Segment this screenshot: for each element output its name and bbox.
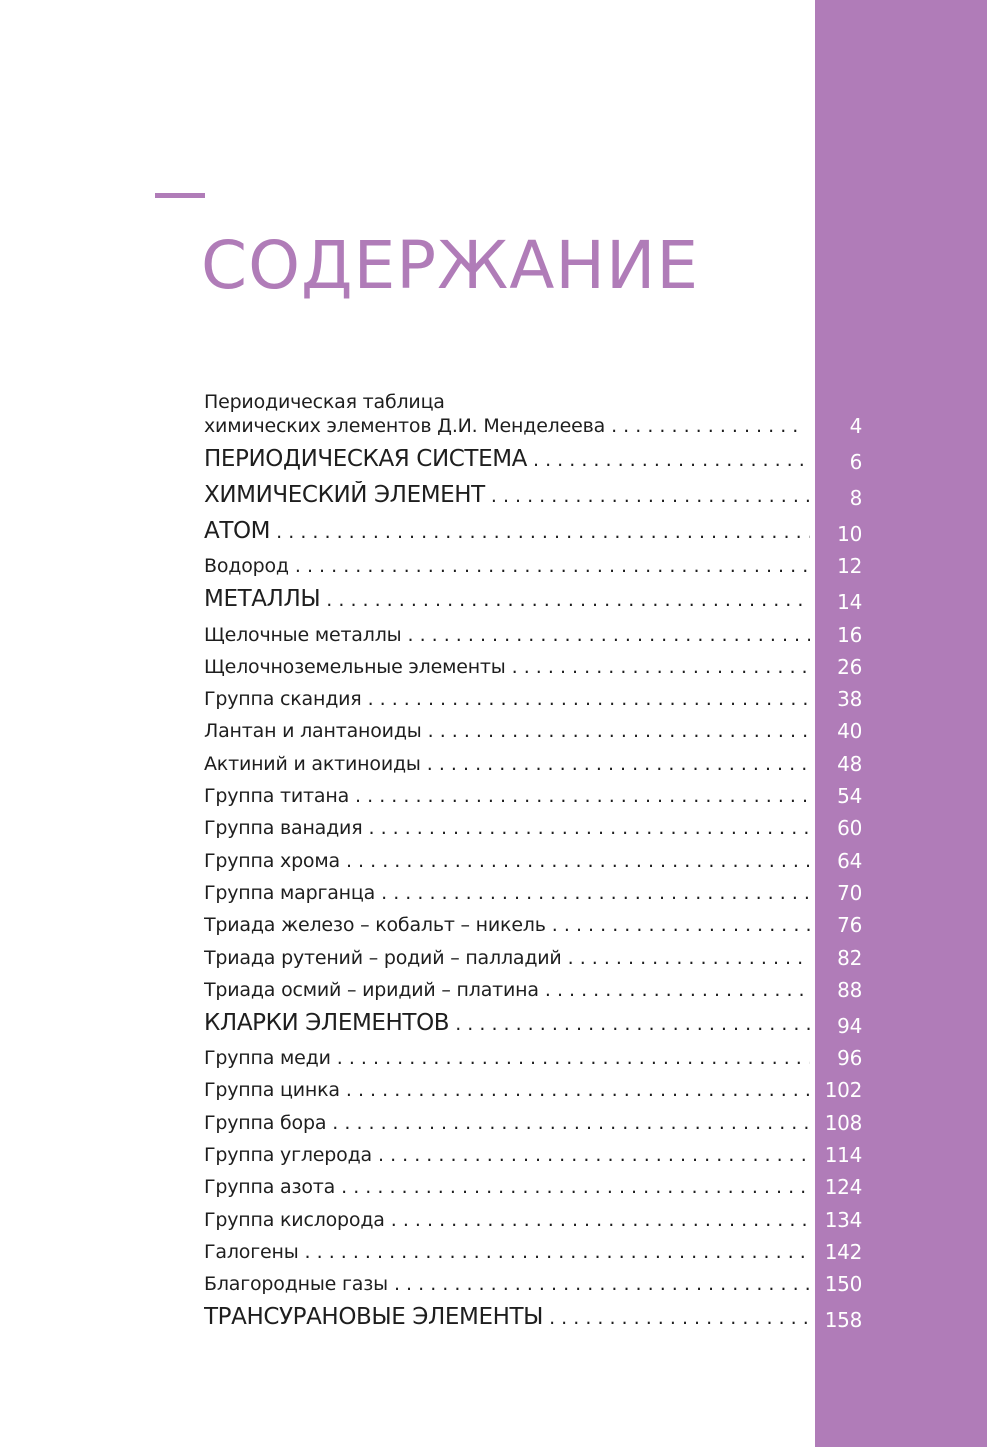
toc-entry[interactable] bbox=[204, 715, 862, 747]
toc-page-number: 114 bbox=[824, 1143, 862, 1168]
toc-entry-title bbox=[204, 978, 810, 1002]
toc-page-number: 134 bbox=[824, 1207, 862, 1232]
toc-entry[interactable] bbox=[204, 618, 862, 650]
toc-entry-title bbox=[204, 1046, 810, 1070]
toc-page-number: 54 bbox=[837, 784, 862, 809]
toc-entry-title bbox=[204, 655, 810, 679]
toc-entry-title-text: химических элементов Д.И. Менделеева bbox=[204, 415, 606, 437]
toc-entry[interactable] bbox=[204, 941, 862, 973]
toc-entry-title-text: Галогены bbox=[204, 1240, 299, 1263]
toc-entry-title-text: КЛАРКИ ЭЛЕМЕНТОВ bbox=[204, 1009, 450, 1036]
toc-entry-title-text: АТОМ bbox=[204, 518, 271, 544]
toc-page-number: 60 bbox=[837, 816, 862, 841]
toc-entry[interactable] bbox=[204, 747, 862, 779]
toc-entry-title bbox=[204, 1143, 810, 1167]
toc-entry[interactable] bbox=[204, 651, 862, 683]
toc-entry[interactable] bbox=[204, 1139, 862, 1171]
toc-entry-title bbox=[204, 1175, 810, 1199]
toc-entry-title-text: ХИМИЧЕСКИЙ ЭЛЕМЕНТ bbox=[204, 482, 485, 508]
toc-entry[interactable] bbox=[204, 1074, 862, 1106]
toc-entry-title-text: Благородные газы bbox=[204, 1273, 388, 1296]
toc-entry[interactable] bbox=[204, 909, 862, 941]
toc-entry-title-text: Щелочноземельные элементы bbox=[204, 655, 506, 678]
toc-entry[interactable] bbox=[204, 1268, 862, 1300]
toc-entry[interactable] bbox=[204, 1106, 862, 1138]
toc-entry-title bbox=[204, 1009, 810, 1038]
toc-page-number: 108 bbox=[824, 1110, 862, 1135]
toc-entry[interactable] bbox=[204, 1171, 862, 1203]
toc-entry[interactable] bbox=[204, 780, 862, 812]
toc-entry[interactable] bbox=[204, 1042, 862, 1074]
toc-entry-title-text: Группа бора bbox=[204, 1111, 327, 1134]
toc-entry-title-text: Триада осмий – иридий – платина bbox=[204, 978, 539, 1001]
toc-entry-title bbox=[204, 1111, 810, 1135]
toc-page-number: 38 bbox=[837, 687, 862, 712]
toc-entry-title-text: Группа хрома bbox=[204, 849, 340, 872]
toc-entry[interactable] bbox=[204, 550, 862, 582]
toc-entry[interactable] bbox=[204, 683, 862, 715]
toc-page-number: 150 bbox=[824, 1272, 862, 1297]
toc-page-number: 142 bbox=[824, 1239, 862, 1264]
toc-entry-title bbox=[204, 390, 810, 438]
toc-entry[interactable] bbox=[204, 514, 862, 550]
toc-entry-title-text: Группа меди bbox=[204, 1047, 331, 1070]
toc-entry-title bbox=[204, 1272, 810, 1296]
title-accent-bar bbox=[155, 193, 205, 198]
toc-entry-title bbox=[204, 585, 810, 614]
toc-entry-title-line1: Периодическая таблица bbox=[204, 391, 445, 413]
toc-entry-title bbox=[204, 1303, 810, 1332]
toc-entry-title-text: Группа азота bbox=[204, 1176, 336, 1199]
toc-entry-title-text: Группа ванадия bbox=[204, 817, 363, 840]
toc-entry-title-text: Лантан и лантаноиды bbox=[204, 720, 422, 743]
toc-entry-title-text: Группа углерода bbox=[204, 1144, 372, 1167]
toc-entry-title bbox=[204, 946, 810, 970]
toc-entry-title-text: Щелочные металлы bbox=[204, 623, 402, 646]
toc-entry-title-text: Группа скандия bbox=[204, 688, 362, 711]
toc-entry[interactable] bbox=[204, 384, 862, 442]
toc-entry-title bbox=[204, 481, 810, 510]
toc-page-number: 82 bbox=[837, 945, 862, 970]
toc-entry[interactable] bbox=[204, 812, 862, 844]
toc-page-number: 94 bbox=[837, 1013, 862, 1038]
toc-page-number: 26 bbox=[837, 654, 862, 679]
toc-entry-title-text: Группа титана bbox=[204, 785, 350, 808]
toc-page-number: 124 bbox=[824, 1175, 862, 1200]
toc-entry-title-text: Группа цинка bbox=[204, 1079, 340, 1102]
toc-entry[interactable] bbox=[204, 478, 862, 514]
page-title: СОДЕРЖАНИЕ bbox=[201, 227, 700, 304]
toc-entry[interactable] bbox=[204, 974, 862, 1006]
toc-page-number: 158 bbox=[824, 1308, 862, 1333]
toc-entry[interactable] bbox=[204, 1236, 862, 1268]
toc-page-number: 88 bbox=[837, 977, 862, 1002]
toc-entry-title bbox=[204, 623, 810, 647]
toc-entry-title bbox=[204, 881, 810, 905]
toc-page-number: 10 bbox=[837, 522, 862, 546]
toc-page-number: 6 bbox=[849, 450, 862, 474]
toc-entry-title-text: ТРАНСУРАНОВЫЕ ЭЛЕМЕНТЫ bbox=[204, 1304, 544, 1331]
toc-entry-title bbox=[204, 445, 810, 474]
toc-page-number: 96 bbox=[837, 1046, 862, 1071]
toc-entry-title bbox=[204, 687, 810, 711]
toc-entry[interactable] bbox=[204, 1203, 862, 1235]
toc-entry-title bbox=[204, 1078, 810, 1102]
toc-page-number: 14 bbox=[837, 590, 862, 615]
toc-entry-title bbox=[204, 752, 810, 776]
toc-entry[interactable] bbox=[204, 582, 862, 618]
toc-entry[interactable] bbox=[204, 877, 862, 909]
table-of-contents bbox=[204, 384, 862, 1336]
toc-entry-title bbox=[204, 1208, 810, 1232]
toc-entry-title-text: Группа кислорода bbox=[204, 1208, 385, 1231]
toc-page-number: 76 bbox=[837, 913, 862, 938]
toc-entry-title bbox=[204, 816, 810, 840]
toc-entry-title bbox=[204, 554, 810, 578]
toc-entry-title-text: Триада рутений – родий – палладий bbox=[204, 946, 562, 969]
toc-entry-title-text: Триада железо – кобальт – никель bbox=[204, 914, 546, 937]
toc-entry-title-text: ПЕРИОДИЧЕСКАЯ СИСТЕМА bbox=[204, 446, 527, 472]
toc-page-number: 64 bbox=[837, 848, 862, 873]
toc-entry-title bbox=[204, 849, 810, 873]
toc-page-number: 48 bbox=[837, 751, 862, 776]
toc-entry[interactable] bbox=[204, 442, 862, 478]
toc-page-number: 70 bbox=[837, 880, 862, 905]
toc-entry[interactable] bbox=[204, 1006, 862, 1042]
toc-entry-title bbox=[204, 517, 810, 546]
toc-page-number: 4 bbox=[849, 414, 862, 438]
toc-entry-title-text: Водород bbox=[204, 555, 289, 578]
toc-entry[interactable] bbox=[204, 1300, 862, 1336]
toc-entry[interactable] bbox=[204, 844, 862, 876]
toc-entry-title-text: Группа марганца bbox=[204, 881, 376, 904]
toc-page-number: 12 bbox=[837, 554, 862, 579]
toc-entry-title bbox=[204, 719, 810, 743]
toc-page-number: 8 bbox=[849, 486, 862, 510]
toc-page-number: 16 bbox=[837, 622, 862, 647]
toc-entry-title-text: МЕТАЛЛЫ bbox=[204, 586, 321, 613]
toc-entry-title bbox=[204, 913, 810, 937]
toc-entry-title bbox=[204, 1240, 810, 1264]
toc-page-number: 102 bbox=[824, 1078, 862, 1103]
toc-entry-title-text: Актиний и актиноиды bbox=[204, 752, 421, 775]
toc-entry-title bbox=[204, 784, 810, 808]
toc-page-number: 40 bbox=[837, 719, 862, 744]
